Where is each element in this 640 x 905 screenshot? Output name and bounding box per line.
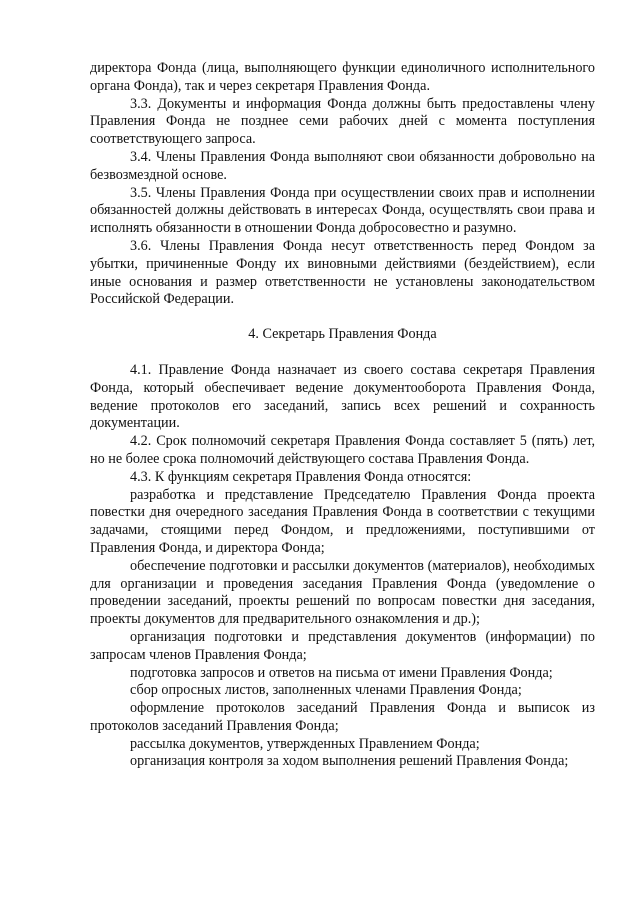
- section-4-heading: 4. Секретарь Правления Фонда: [248, 326, 437, 343]
- function-item: сбор опросных листов, заполненных членами Правления Фонда;: [130, 682, 522, 699]
- paragraph-4-1: 4.1. Правление Фонда назначает из своего состава секретаря Правления Фонда, который обеспечивает ведение документооборота Правления Фонда, ведение протоколов его заседаний, запись всех решений и сохранность документации.: [90, 361, 595, 432]
- function-item: организация подготовки и представления документов (информации) по запросам членов Правления Фонда;: [90, 628, 595, 663]
- paragraph-3-6: 3.6. Члены Правления Фонда несут ответственность перед Фондом за убытки, причиненные Фонду их виновными действиями (бездействием), если иные основания и размер ответственности не установлены законодательством Российской Федерации.: [90, 237, 595, 308]
- paragraph-4-2: 4.2. Срок полномочий секретаря Правления Фонда составляет 5 (пять) лет, но не более срока полномочий действующего состава Правления Фонда.: [90, 433, 595, 467]
- paragraph-3-5: 3.5. Члены Правления Фонда при осуществлении своих прав и исполнении обязанностей должны действовать в интересах Фонда, осуществлять свои права и исполнять обязанности в отношении Фонда добросовестно и разумно.: [90, 184, 595, 237]
- paragraph-3-3: 3.3. Документы и информация Фонда должны быть предоставлены члену Правления Фонда не позднее семи рабочих дней с момента поступления соответствующего запроса.: [90, 95, 595, 148]
- function-item: организация контроля за ходом выполнения решений Правления Фонда;: [130, 753, 569, 770]
- paragraph-3-4: 3.4. Члены Правления Фонда выполняют свои обязанности добровольно на безвозмездной основе.: [90, 148, 595, 183]
- function-item: разработка и представление Председателю Правления Фонда проекта повестки дня очередного заседания Правления Фонда в соответствии с текущими задачами, стоящими перед Фондом, и предложениями, поступившими от Правления Фонда, и директора Фонда;: [90, 486, 595, 556]
- paragraph-4-3: 4.3. К функциям секретаря Правления Фонда относятся:: [130, 468, 472, 485]
- function-item: подготовка запросов и ответов на письма от имени Правления Фонда;: [130, 664, 553, 681]
- function-item: оформление протоколов заседаний Правления Фонда и выписок из протоколов заседаний Правления Фонда;: [90, 700, 595, 734]
- paragraph-continuation: директора Фонда (лица, выполняющего функции единоличного исполнительного органа Фонда), так и через секретаря Правления Фонда.: [90, 60, 595, 94]
- function-item: рассылка документов, утвержденных Правлением Фонда;: [130, 735, 480, 752]
- document-page: [90, 60, 595, 771]
- function-item: обеспечение подготовки и рассылки документов (материалов), необходимых для организации и проведения заседания Правления Фонда (уведомление о проведении заседаний, проекты решений по вопросам повестки дня заседания, проекты документов для предварительного ознакомления и др.);: [90, 557, 595, 628]
